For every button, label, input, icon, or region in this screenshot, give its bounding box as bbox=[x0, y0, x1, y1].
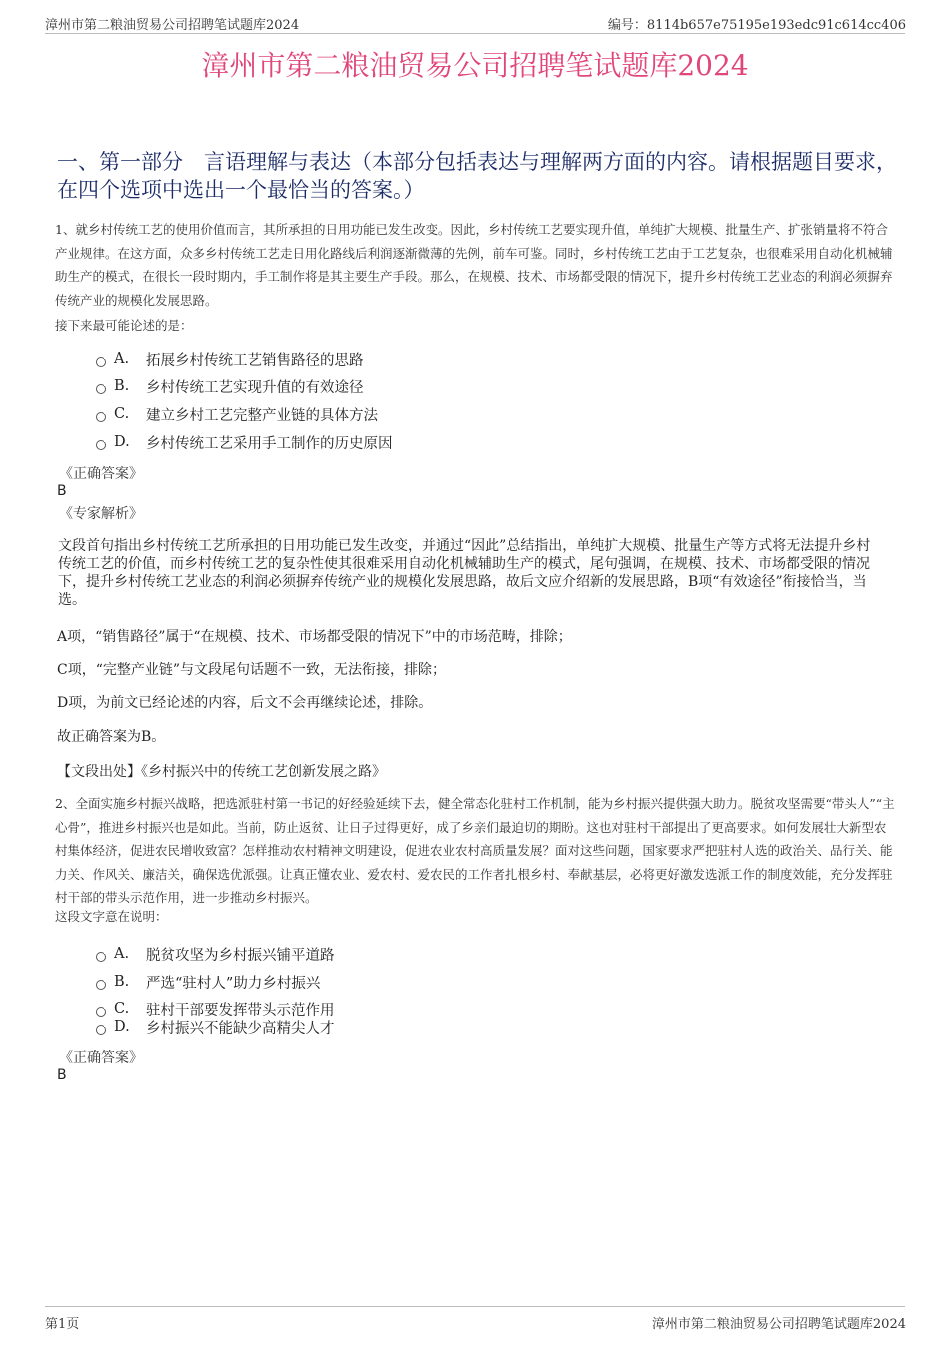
radio-icon[interactable] bbox=[96, 357, 106, 367]
footer-page-number: 第1页 bbox=[45, 1317, 80, 1332]
option-text: 乡村振兴不能缺少高精尖人才 bbox=[146, 1020, 335, 1037]
option-letter: A. bbox=[114, 351, 130, 367]
header-divider bbox=[45, 33, 905, 34]
question-1-analysis: 文段首句指出乡村传统工艺所承担的日用功能已发生改变，并通过“因此”总结指出，单纯扩大规模、批量生产等方式将无法提升乡村传统工艺的价值，而乡村传统工艺的复杂性使其很难采用自动化机械辅助生产的模式，尾句强调，在规模、技术、市场都受限的情况下，提升乡村传统工艺业态的利润必须摒弃传统产业的规模化发展思路，故后文应介绍新的发展思路，B项“有效途径”衔接恰当，当选。 bbox=[58, 538, 871, 608]
question-1-option-c[interactable] bbox=[96, 402, 378, 426]
question-1-option-a[interactable] bbox=[96, 347, 364, 371]
option-text: 拓展乡村传统工艺销售路径的思路 bbox=[146, 352, 364, 369]
question-1-note-a: A项，“销售路径”属于“在规模、技术、市场都受限的情况下”中的市场范畴，排除； bbox=[57, 629, 572, 645]
question-1-note-c: C项，“完整产业链”与文段尾句话题不一致，无法衔接，排除； bbox=[57, 662, 447, 678]
option-text: 驻村干部要发挥带头示范作用 bbox=[146, 1002, 335, 1019]
question-2-answer-label: 《正确答案》 bbox=[59, 1050, 143, 1066]
radio-icon[interactable] bbox=[96, 952, 106, 962]
option-letter: D. bbox=[114, 1019, 130, 1035]
option-letter: A. bbox=[114, 946, 130, 962]
question-1-source: 【文段出处】《乡村振兴中的传统工艺创新发展之路》 bbox=[57, 764, 386, 780]
question-1-conclusion: 故正确答案为B。 bbox=[57, 729, 166, 745]
header-doc-title: 漳州市第二粮油贸易公司招聘笔试题库2024 bbox=[45, 18, 300, 33]
page-title: 漳州市第二粮油贸易公司招聘笔试题库2024 bbox=[201, 49, 749, 82]
question-1-analysis-label: 《专家解析》 bbox=[59, 506, 143, 522]
question-1-option-d[interactable] bbox=[96, 430, 393, 454]
question-1-prompt: 接下来最可能论述的是： bbox=[55, 318, 193, 333]
question-2-text: 2、全面实施乡村振兴战略，把选派驻村第一书记的好经验延续下去，健全常态化驻村工作机制，能为乡村振兴提供强大助力。脱贫攻坚需要“带头人”“主心骨”，推进乡村振兴也是如此。当前，防止返贫、让日子过得更好，成了乡亲们最迫切的期盼。这也对驻村干部提出了更高要求。如何发展壮大新型农村集体经济，促进农民增收致富？怎样推动农村精神文明建设，促进农业农村高质量发展？面对这些问题，国家要求严把驻村人选的政治关、品行关、能力关、作风关、廉洁关，确保选优派强。让真正懂农业、爱农村、爱农民的工作者扎根乡村、奉献基层，必将更好激发选派工作的制度效能，充分发挥驻村干部的带头示范作用，进一步推动乡村振兴。 bbox=[55, 796, 895, 905]
header-doc-id: 编号：8114b657e75195e193edc91c614cc406 bbox=[607, 18, 906, 33]
question-2-prompt: 这段文字意在说明： bbox=[55, 909, 168, 924]
option-letter: C. bbox=[114, 406, 130, 422]
option-letter: B. bbox=[114, 378, 130, 394]
section-heading: 一、第一部分 言语理解与表达（本部分包括表达与理解两方面的内容。请根据题目要求，在四个选项中选出一个最恰当的答案。） bbox=[57, 150, 897, 202]
question-2-answer: B bbox=[57, 1067, 67, 1083]
question-2-option-a[interactable] bbox=[96, 942, 335, 966]
option-text: 建立乡村工艺完整产业链的具体方法 bbox=[146, 407, 378, 424]
question-1-answer-label: 《正确答案》 bbox=[59, 466, 143, 482]
radio-icon[interactable] bbox=[96, 980, 106, 990]
question-1-text: 1、就乡村传统工艺的使用价值而言，其所承担的日用功能已发生改变。因此，乡村传统工艺要实现升值，单纯扩大规模、批量生产、扩张销量将不符合产业规律。在这方面，众多乡村传统工艺走日用化路线后利润逐渐微薄的先例，前车可鉴。同时，乡村传统工艺由于工艺复杂，也很难采用自动化机械辅助生产的模式，在很长一段时期内，手工制作将是其主要生产手段。那么，在规模、技术、市场都受限的情况下，提升乡村传统工艺业态的利润必须摒弃传统产业的规模化发展思路。 bbox=[55, 222, 893, 308]
question-1-option-b[interactable] bbox=[96, 374, 364, 398]
option-text: 脱贫攻坚为乡村振兴铺平道路 bbox=[146, 947, 335, 964]
radio-icon[interactable] bbox=[96, 1025, 106, 1035]
radio-icon[interactable] bbox=[96, 412, 106, 422]
option-text: 严选“驻村人”助力乡村振兴 bbox=[146, 975, 321, 992]
radio-icon[interactable] bbox=[96, 384, 106, 394]
option-text: 乡村传统工艺实现升值的有效途径 bbox=[146, 379, 364, 396]
footer-divider bbox=[45, 1306, 905, 1307]
option-letter: D. bbox=[114, 434, 130, 450]
question-1-answer: B bbox=[57, 483, 67, 499]
radio-icon[interactable] bbox=[96, 440, 106, 450]
question-1-note-d: D项，为前文已经论述的内容，后文不会再继续论述，排除。 bbox=[57, 695, 433, 711]
question-2-option-d[interactable] bbox=[96, 1015, 335, 1039]
option-letter: C. bbox=[114, 1001, 130, 1017]
footer-doc-title: 漳州市第二粮油贸易公司招聘笔试题库2024 bbox=[651, 1317, 906, 1332]
option-letter: B. bbox=[114, 974, 130, 990]
option-text: 乡村传统工艺采用手工制作的历史原因 bbox=[146, 435, 393, 452]
question-2-option-b[interactable] bbox=[96, 970, 320, 994]
